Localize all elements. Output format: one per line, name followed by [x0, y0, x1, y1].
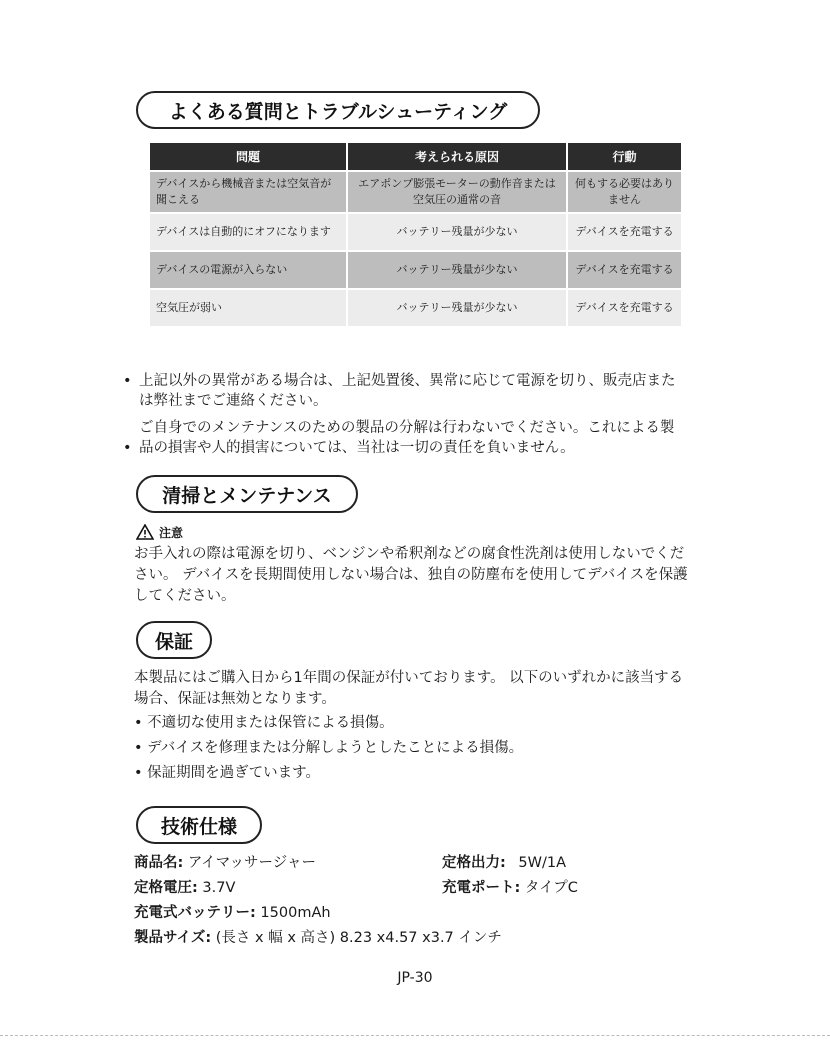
- page-bottom-rule: [0, 1035, 830, 1036]
- action-cell: デバイスを充電する: [568, 290, 681, 326]
- spec-label: 製品サイズ:: [134, 930, 212, 946]
- cleaning-section-title: 清掃とメンテナンス: [136, 475, 358, 513]
- warranty-intro: 本製品にはご購入日から1年間の保証が付いております。 以下のいずれかに該当する場合、保証は無効となります。: [134, 670, 684, 707]
- spec-battery: [134, 903, 331, 923]
- warranty-item: • 保証期間を過ぎています。: [134, 765, 321, 781]
- problem-cell: デバイスから機械音または空気音が聞こえる: [150, 172, 346, 212]
- faq-table-header: [150, 143, 681, 170]
- faq-table: [148, 141, 683, 328]
- warranty-item: • 不適切な使用または保管による損傷。: [134, 715, 394, 731]
- problem-cell: デバイスの電源が入らない: [150, 252, 346, 288]
- spec-label: 充電ポート:: [442, 880, 521, 896]
- bullet: •: [123, 373, 132, 389]
- page-number: JP-30: [397, 970, 433, 986]
- spec-charging-port: [442, 878, 578, 898]
- spec-rated-voltage: [134, 878, 235, 898]
- spec-value: タイプC: [524, 880, 578, 896]
- table-row: [150, 214, 681, 250]
- caution-label: 注意: [159, 526, 184, 540]
- bullet: •: [123, 440, 132, 456]
- problem-cell: 空気圧が弱い: [150, 290, 346, 326]
- faq-note-text: ご自身でのメンテナンスのための製品の分解は行わないでください。これによる製品の損害や人的損害については、当社は一切の責任を負いません。: [139, 420, 675, 456]
- problem-cell: デバイスは自動的にオフになります: [150, 214, 346, 250]
- warning-icon: [136, 524, 154, 540]
- action-cell: 何もする必要はありません: [568, 172, 681, 212]
- faq-note-2: [123, 418, 683, 458]
- table-row: [150, 252, 681, 288]
- table-row: [150, 290, 681, 326]
- table-row: [150, 172, 681, 212]
- spec-label: 定格出力:: [442, 855, 506, 871]
- cause-cell: エアポンプ膨張モーターの動作音または空気圧の通常の音: [348, 172, 566, 212]
- warranty-section-title: 保証: [136, 621, 212, 659]
- action-cell: デバイスを充電する: [568, 214, 681, 250]
- spec-label: 充電式バッテリー:: [134, 905, 256, 921]
- spec-label: 商品名:: [134, 855, 184, 871]
- spec-label: 定格電圧:: [134, 880, 198, 896]
- cause-cell: バッテリー残量が少ない: [348, 214, 566, 250]
- spec-value: 1500mAh: [260, 905, 331, 921]
- spec-value: 5W/1A: [518, 855, 567, 871]
- faq-note-text: 上記以外の異常がある場合は、上記処置後、異常に応じて電源を切り、販売店または弊社までご連絡ください。: [139, 373, 676, 409]
- cause-cell: バッテリー残量が少ない: [348, 252, 566, 288]
- cleaning-text: お手入れの際は電源を切り、ベンジンや希釈剤などの腐食性洗剤は使用しないでください。 デバイスを長期間使用しない場合は、独自の防塵布を使用してデバイスを保護してください。: [134, 546, 688, 604]
- spec-value: 3.7V: [202, 880, 236, 896]
- spec-value: アイマッサージャー: [187, 855, 316, 871]
- action-cell: デバイスを充電する: [568, 252, 681, 288]
- spec-product-name: [134, 853, 316, 873]
- spec-product-size: [134, 928, 502, 948]
- spec-rated-output: [442, 853, 566, 873]
- warranty-item: • デバイスを修理または分解しようとしたことによる損傷。: [134, 740, 524, 756]
- header-problem: 問題: [150, 143, 346, 170]
- header-action: 行動: [568, 143, 681, 170]
- faq-section-title: よくある質問とトラブルシューティング: [136, 91, 540, 129]
- header-cause: 考えられる原因: [348, 143, 566, 170]
- faq-note-1: [123, 371, 683, 411]
- specs-section-title: 技術仕様: [136, 806, 262, 844]
- spec-value: (長さ x 幅 x 高さ) 8.23 x4.57 x3.7 インチ: [215, 930, 502, 946]
- cause-cell: バッテリー残量が少ない: [348, 290, 566, 326]
